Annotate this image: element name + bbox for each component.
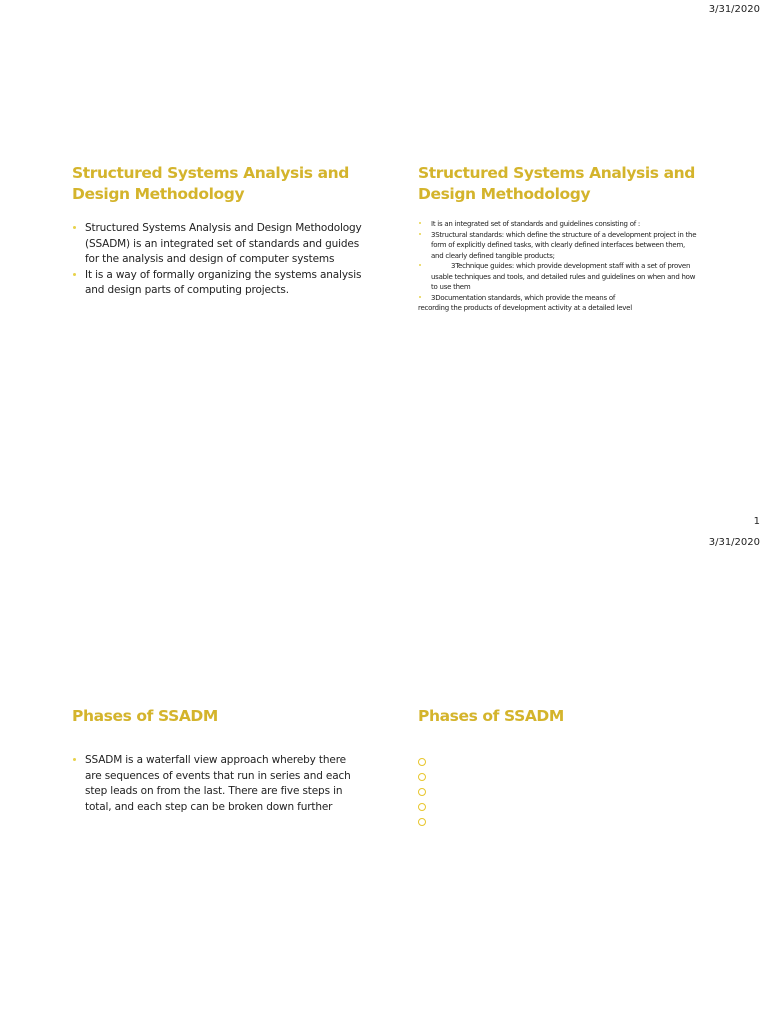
- list-item: [418, 293, 698, 304]
- list-item: [418, 303, 698, 314]
- bullet-list: [72, 221, 362, 299]
- bullet-icon: [73, 273, 76, 276]
- list-item: [418, 261, 698, 293]
- list-item: [418, 756, 618, 771]
- bullet-text: 3Structural standards: which define the structure of a development project in the form of explicitly defined tasks, with clearly defined interfaces between them, and clearly defined tangible products;: [431, 230, 697, 260]
- page-date: 3/31/2020: [708, 4, 760, 15]
- bullet-list: [418, 219, 698, 314]
- bullet-icon: [73, 226, 76, 229]
- bullet-icon: [73, 758, 76, 761]
- bullet-text: It is a way of formally organizing the systems analysis and design parts of computing projects.: [85, 268, 362, 296]
- slide-title: Phases of SSADM: [72, 707, 218, 725]
- bullet-text: 3Technique guides: which provide development staff with a set of proven usable techniques and tools, and detailed rules and guidelines on when and how to use them: [431, 262, 696, 291]
- list-item: [418, 801, 618, 816]
- list-item: [72, 268, 362, 299]
- slide-title: Phases of SSADM: [418, 707, 564, 725]
- bullet-icon: [419, 233, 421, 235]
- circle-bullet-icon: [418, 758, 426, 766]
- page-date: 3/31/2020: [708, 537, 760, 548]
- list-item: [72, 221, 362, 268]
- list-item: [418, 219, 698, 230]
- slide-title: Structured Systems Analysis and Design Methodology: [72, 164, 349, 203]
- bullet-text: 3Documentation standards, which provide the means of: [431, 293, 616, 302]
- list-item: [418, 816, 618, 831]
- bullet-list: [72, 753, 354, 815]
- bullet-text: recording the products of development activity at a detailed level: [418, 304, 632, 312]
- circle-bullet-icon: [418, 818, 426, 826]
- circle-bullet-icon: [418, 788, 426, 796]
- list-item: [418, 786, 618, 801]
- bullet-text: It is an integrated set of standards and guidelines consisting of :: [431, 220, 641, 228]
- list-item: [418, 230, 698, 262]
- circle-bullet-icon: [418, 773, 426, 781]
- bullet-icon: [419, 264, 421, 266]
- bullet-list: [418, 756, 618, 831]
- bullet-icon: [419, 296, 421, 298]
- list-item: [72, 753, 354, 815]
- slide-title: Structured Systems Analysis and Design Methodology: [418, 164, 695, 203]
- circle-bullet-icon: [418, 803, 426, 811]
- bullet-text: Structured Systems Analysis and Design Methodology (SSADM) is an integrated set of standards and guides for the analysis and design of computer systems: [85, 222, 362, 265]
- page-number: 1: [753, 516, 760, 527]
- bullet-icon: [419, 222, 421, 224]
- bullet-text: SSADM is a waterfall view approach whereby there are sequences of events that run in series and each step leads on from the last. There are five steps in total, and each step can be broken down further: [85, 754, 351, 813]
- list-item: [418, 771, 618, 786]
